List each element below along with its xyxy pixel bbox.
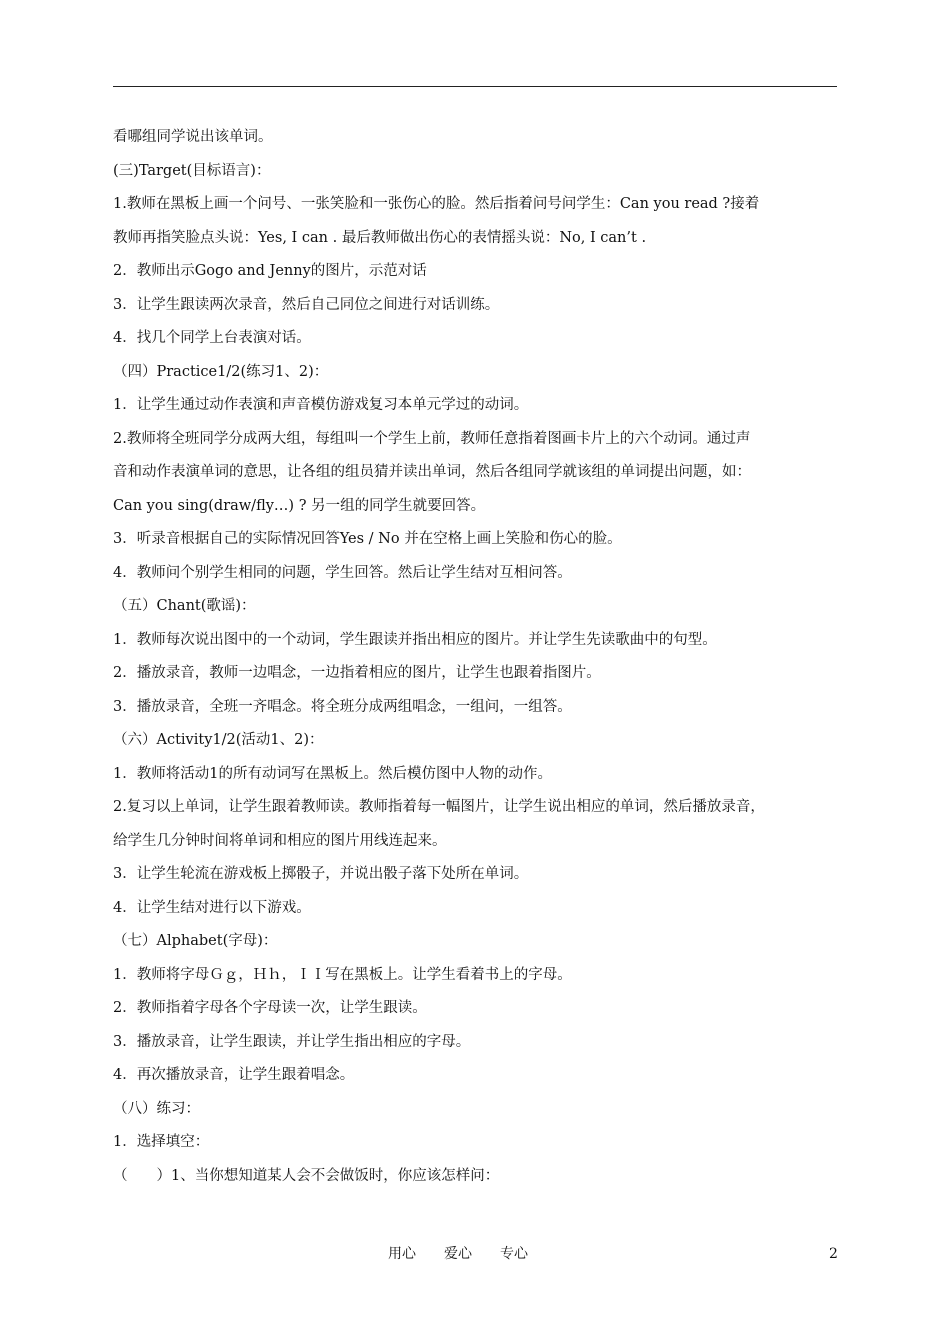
text-line: 3．听录音根据自己的实际情况回答Yes / No 并在空格上画上笑脸和伤心的脸。 — [113, 531, 622, 547]
text-line: 1．让学生通过动作表演和声音模仿游戏复习本单元学过的动词。 — [113, 397, 529, 413]
text-line: 1.教师在黑板上画一个问号、一张笑脸和一张伤心的脸。然后指着问号问学生：Can you read ?接着 — [113, 196, 760, 212]
text-line: 4．再次播放录音，让学生跟着唱念。 — [113, 1067, 355, 1083]
text-line: 2．播放录音，教师一边唱念，一边指着相应的图片，让学生也跟着指图片。 — [113, 665, 601, 681]
text-line: 2.复习以上单词，让学生跟着教师读。教师指着每一幅图片，让学生说出相应的单词，然后播放录音， — [113, 799, 765, 815]
text-line: 教师再指笑脸点头说：Yes, I can . 最后教师做出伤心的表情摇头说：No, I can’t . — [113, 229, 647, 246]
document-body — [113, 121, 841, 1193]
text-line: 2.教师将全班同学分成两大组，每组叫一个学生上前，教师任意指着图画卡片上的六个动词。通过声 — [113, 430, 751, 447]
text-line: 4．让学生结对进行以下游戏。 — [113, 899, 311, 916]
text-line: 3．让学生跟读两次录音，然后自己同位之间进行对话训练。 — [113, 296, 500, 313]
text-line: 1．选择填空： — [113, 1134, 210, 1150]
text-line: 1．教师将字母Ｇｇ，Ｈｈ，ＩＩ写在黑板上。让学生看着书上的字母。 — [113, 966, 572, 983]
text-line: 看哪组同学说出该单词。 — [113, 129, 273, 145]
text-line: 2．教师指着字母各个字母读一次，让学生跟读。 — [113, 1000, 427, 1016]
text-line: 3．播放录音，让学生跟读，并让学生指出相应的字母。 — [113, 1033, 471, 1050]
section-heading: (三)Target(目标语言)： — [113, 162, 271, 179]
text-line: 1．教师每次说出图中的一个动词，学生跟读并指出相应的图片。并让学生先读歌曲中的句型。 — [113, 631, 717, 648]
section-heading: （七）Alphabet(字母)： — [113, 933, 278, 949]
section-heading: （五）Chant(歌谣)： — [113, 598, 256, 614]
text-line: Can you sing(draw/fly…) ? 另一组的同学生就要回答。 — [113, 497, 486, 514]
text-line: 给学生几分钟时间将单词和相应的图片用线连起来。 — [113, 832, 447, 849]
text-line: 4．找几个同学上台表演对话。 — [113, 330, 311, 346]
text-line: 音和动作表演单词的意思，让各组的组员猜并读出单词，然后各组同学就该组的单词提出问题，如： — [113, 464, 751, 480]
text-line: （ ）1、当你想知道某人会不会做饭时，你应该怎样问： — [113, 1167, 500, 1184]
section-heading: （六）Activity1/2(活动1、2)： — [113, 732, 324, 748]
text-line: 3．播放录音，全班一齐唱念。将全班分成两组唱念，一组问，一组答。 — [113, 698, 572, 715]
text-line: 2．教师出示Gogo and Jenny的图片，示范对话 — [113, 263, 427, 279]
text-line: 3．让学生轮流在游戏板上掷骰子，并说出骰子落下处所在单词。 — [113, 866, 529, 882]
page-number: 2 — [829, 1246, 838, 1262]
text-line: 1．教师将活动1的所有动词写在黑板上。然后模仿图中人物的动作。 — [113, 765, 552, 782]
section-heading: （八）练习： — [113, 1100, 200, 1117]
footer-motto: 用心 爱心 专心 — [388, 1246, 528, 1262]
section-heading: （四）Practice1/2(练习1、2)： — [113, 363, 329, 380]
text-line: 4．教师问个别学生相同的问题，学生回答。然后让学生结对互相问答。 — [113, 564, 572, 581]
header-rule — [113, 86, 837, 87]
